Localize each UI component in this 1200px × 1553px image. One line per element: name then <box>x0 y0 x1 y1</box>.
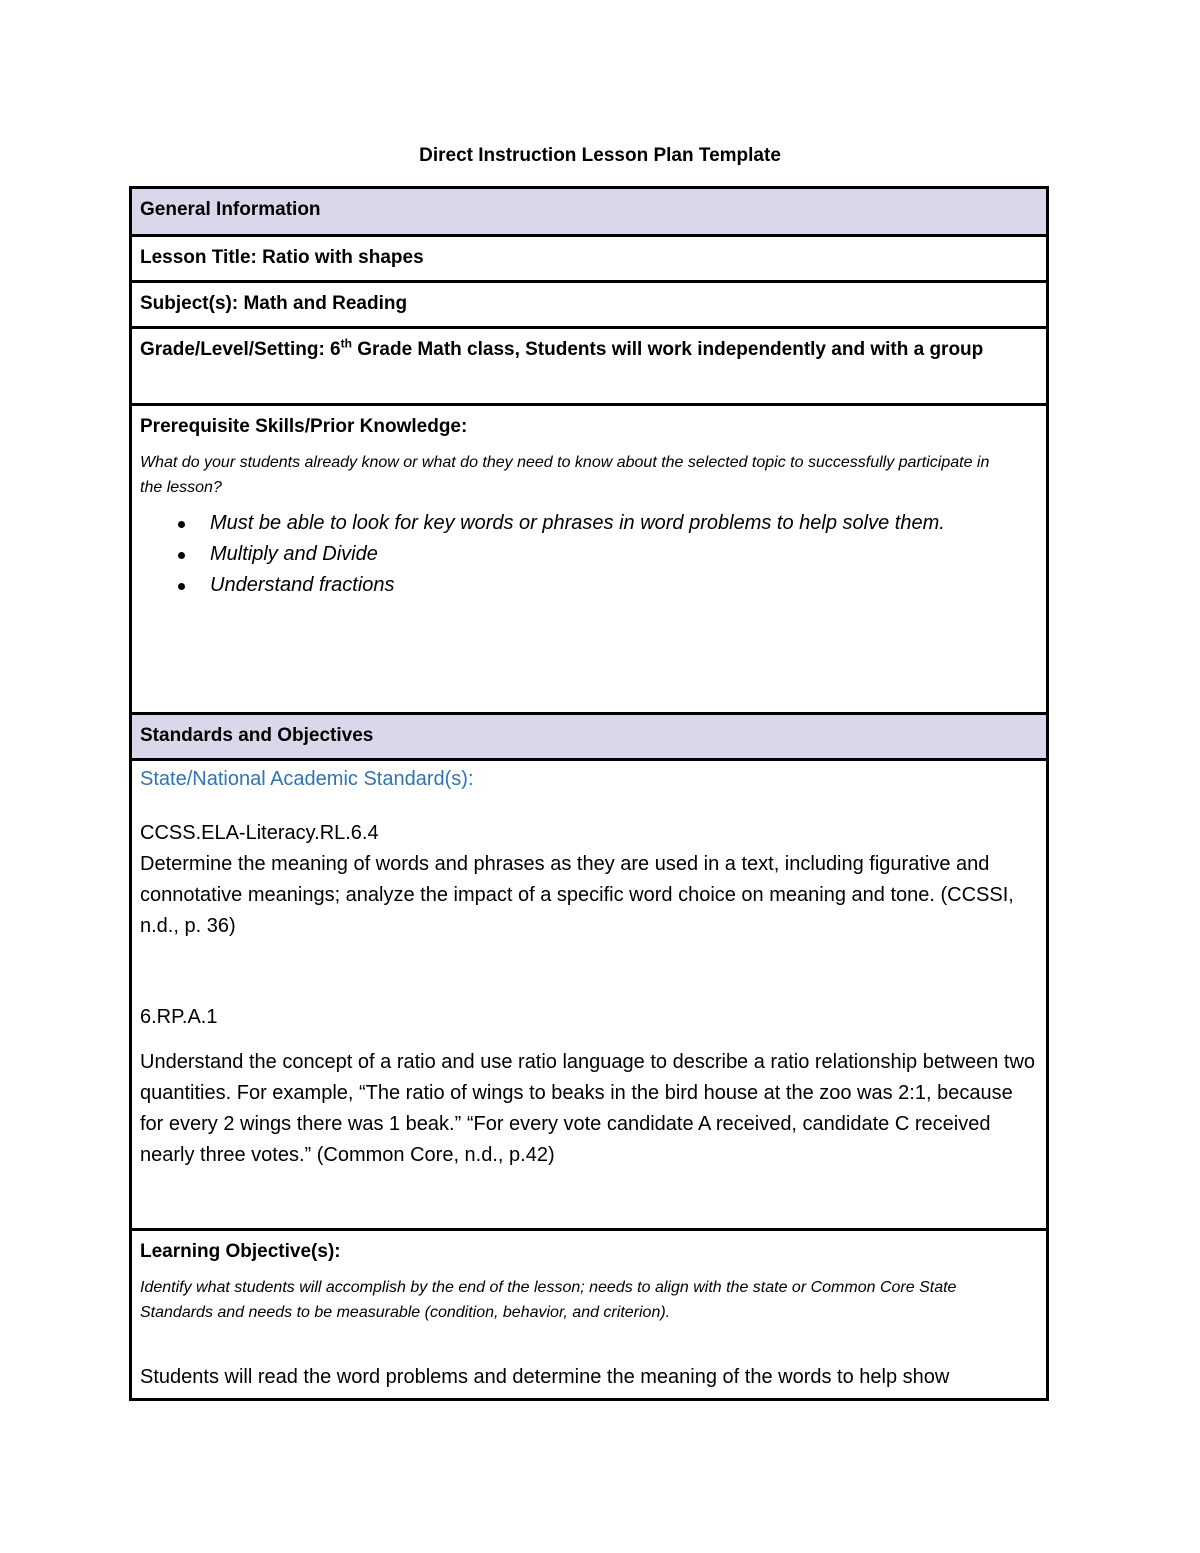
list-item: Must be able to look for key words or phrases in word problems to help solve them. <box>140 508 1006 539</box>
learning-objectives-row <box>132 1231 1046 1401</box>
list-item: Understand fractions <box>140 570 1006 601</box>
standard-1-code: CCSS.ELA-Literacy.RL.6.4 <box>140 822 379 844</box>
lesson-plan-table <box>129 186 1049 1401</box>
prerequisite-prompt: What do your students already know or what do they need to know about the selected topic to successfully participate in the lesson? <box>140 454 990 496</box>
general-information-header: General Information <box>140 199 321 220</box>
learning-objectives-heading: Learning Objective(s): <box>140 1241 341 1262</box>
standard-2-code: 6.RP.A.1 <box>140 1006 218 1028</box>
prerequisite-row <box>132 406 1046 715</box>
lesson-title: Lesson Title: Ratio with shapes <box>140 247 424 268</box>
bullet-icon <box>178 521 185 528</box>
standards-heading: State/National Academic Standard(s): <box>140 768 474 790</box>
general-information-header-row <box>132 189 1046 237</box>
grade-level-row <box>132 329 1046 406</box>
lesson-title-row <box>132 237 1046 283</box>
subjects-row <box>132 283 1046 329</box>
grade-prefix: Grade/Level/Setting: 6 <box>140 339 341 360</box>
subjects: Subject(s): Math and Reading <box>140 293 408 314</box>
prerequisite-list <box>140 508 1006 601</box>
list-item: Multiply and Divide <box>140 539 1006 570</box>
standards-header: Standards and Objectives <box>140 725 374 746</box>
prerequisite-heading: Prerequisite Skills/Prior Knowledge: <box>140 416 468 437</box>
bullet-icon <box>178 552 185 559</box>
bullet-icon <box>178 583 185 590</box>
standards-header-row <box>132 715 1046 761</box>
standard-1-text: Determine the meaning of words and phrases as they are used in a text, including figurative and connotative meanings; analyze the impact of a specific word choice on meaning and tone. (CCSSI, n.d., p. 36) <box>140 853 1014 937</box>
standards-row <box>132 761 1046 1231</box>
standard-2-text: Understand the concept of a ratio and use ratio language to describe a ratio relationship between two quantities. For example, “The ratio of wings to beaks in the bird house at the zoo was 2:1, because for every 2 wings there was 1 beak.” “For every vote candidate A received, candidate C received nearly three votes.” (Common Core, n.d., p.42) <box>140 1051 1036 1166</box>
learning-objectives-prompt: Identify what students will accomplish by the end of the lesson; needs to align with the state or Common Core State Standards and needs to be measurable (condition, behavior, and criterion). <box>140 1279 957 1321</box>
learning-objectives-text: Students will read the word problems and determine the meaning of the words to help show <box>140 1366 950 1388</box>
grade-rest: Grade Math class, Students will work independently and with a group <box>351 339 984 360</box>
grade-level-setting <box>132 329 1046 365</box>
page-title: Direct Instruction Lesson Plan Template <box>419 145 781 166</box>
grade-superscript: th <box>340 336 352 351</box>
